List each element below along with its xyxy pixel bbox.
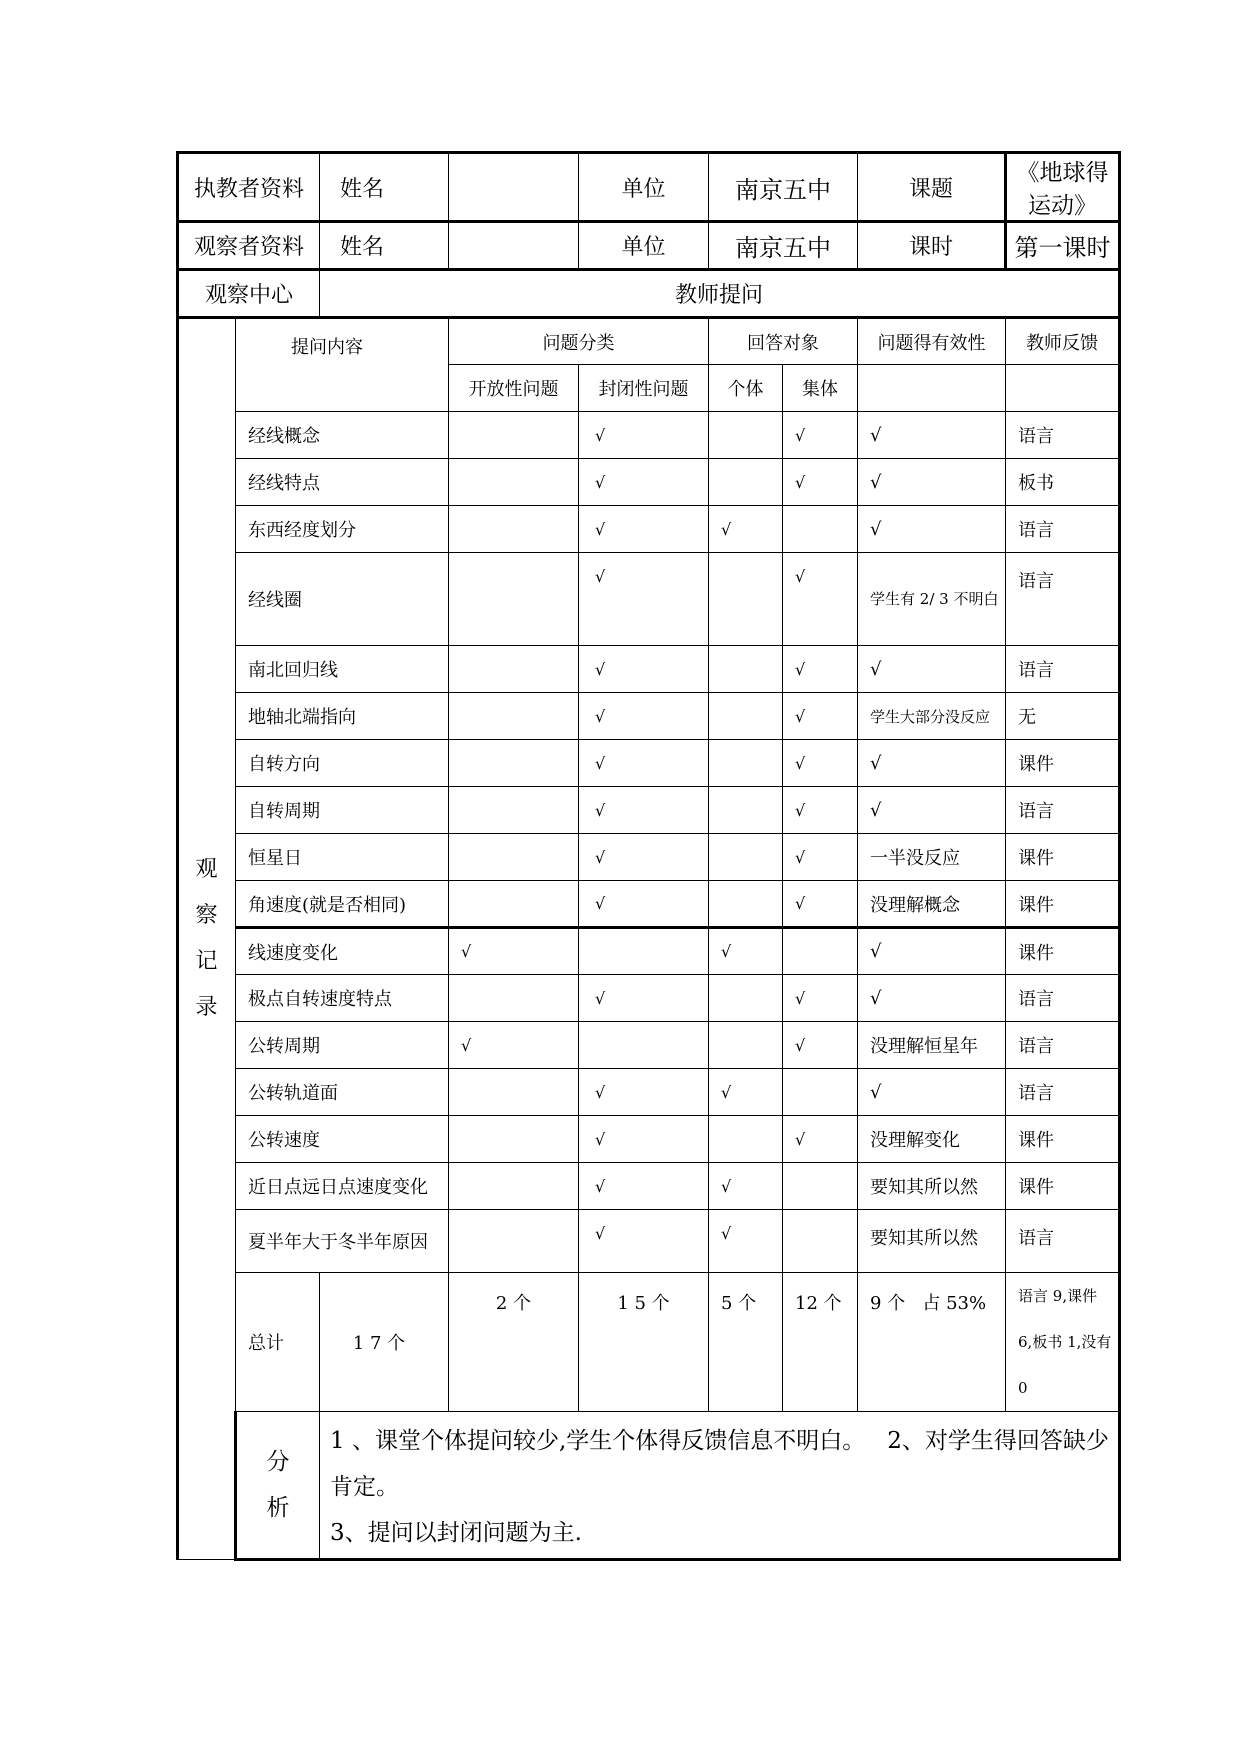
row-feedback: 语言 [1006, 787, 1120, 834]
topic-label: 课题 [858, 153, 1006, 222]
row-open [449, 506, 579, 553]
record-side-char: 察 [195, 903, 218, 928]
row-content: 公转速度 [236, 1116, 449, 1163]
row-content: 公转周期 [236, 1022, 449, 1069]
row-individual [709, 553, 783, 646]
row-closed: √ [579, 975, 709, 1022]
table-row [178, 928, 1120, 975]
analysis-row [178, 1412, 1120, 1560]
row-closed: √ [579, 1116, 709, 1163]
row-individual: √ [709, 1163, 783, 1210]
row-effectiveness: √ [858, 459, 1006, 506]
row-group [783, 1163, 858, 1210]
row-content: 线速度变化 [236, 928, 449, 975]
total-row [178, 1273, 1120, 1412]
row-open [449, 787, 579, 834]
row-effectiveness: √ [858, 975, 1006, 1022]
row-individual: √ [709, 1069, 783, 1116]
table-row [178, 787, 1120, 834]
analysis-label [236, 1412, 320, 1560]
topic-value: 《地球得运动》 [1006, 153, 1120, 222]
total-effectiveness: 9 个 占 53% [858, 1273, 1006, 1412]
row-individual [709, 693, 783, 740]
row-individual [709, 646, 783, 693]
row-individual [709, 787, 783, 834]
row-group [783, 1069, 858, 1116]
col-content-header [236, 318, 449, 412]
row-closed [579, 1022, 709, 1069]
col-feedback-sub [1006, 365, 1120, 412]
row-content: 极点自转速度特点 [236, 975, 449, 1022]
row-effectiveness: √ [858, 506, 1006, 553]
row-content: 经线圈 [236, 553, 449, 646]
row-content: 南北回归线 [236, 646, 449, 693]
focus-label: 观察中心 [178, 270, 320, 318]
row-feedback: 课件 [1006, 1116, 1120, 1163]
row-group: √ [783, 740, 858, 787]
record-side-label [178, 318, 236, 1560]
row-group [783, 506, 858, 553]
row-open [449, 553, 579, 646]
row-closed: √ [579, 834, 709, 881]
row-individual [709, 975, 783, 1022]
col-effectiveness-header: 问题得有效性 [858, 318, 1006, 365]
row-closed: √ [579, 787, 709, 834]
table-row [178, 975, 1120, 1022]
teacher-unit-label: 单位 [579, 153, 709, 222]
row-feedback: 语言 [1006, 1069, 1120, 1116]
table-row [178, 1069, 1120, 1116]
row-open [449, 740, 579, 787]
row-content: 公转轨道面 [236, 1069, 449, 1116]
total-label: 总计 [236, 1273, 320, 1412]
row-closed: √ [579, 1069, 709, 1116]
table-row [178, 1210, 1120, 1273]
row-open [449, 693, 579, 740]
record-side-char: 记 [195, 949, 218, 974]
row-group: √ [783, 459, 858, 506]
row-effectiveness: √ [858, 740, 1006, 787]
table-row [178, 459, 1120, 506]
row-open [449, 1163, 579, 1210]
row-group: √ [783, 1022, 858, 1069]
row-group: √ [783, 834, 858, 881]
row-open: √ [449, 1022, 579, 1069]
row-open [449, 1116, 579, 1163]
record-side-char: 录 [195, 995, 218, 1020]
row-feedback: 课件 [1006, 1163, 1120, 1210]
row-individual [709, 1022, 783, 1069]
row-feedback: 语言 [1006, 412, 1120, 459]
row-group: √ [783, 1116, 858, 1163]
row-open [449, 975, 579, 1022]
col-group-header: 集体 [783, 365, 858, 412]
table-row [178, 693, 1120, 740]
row-content: 自转方向 [236, 740, 449, 787]
observer-name-label: 姓名 [320, 222, 449, 270]
row-closed: √ [579, 693, 709, 740]
row-feedback: 课件 [1006, 834, 1120, 881]
col-closed-header: 封闭性问题 [579, 365, 709, 412]
row-effectiveness: 学生有 2/ 3 不明白 [858, 553, 1006, 646]
teacher-unit-value: 南京五中 [709, 153, 858, 222]
row-effectiveness: √ [858, 787, 1006, 834]
analysis-label-char: 分 [266, 1449, 290, 1475]
row-feedback: 语言 [1006, 506, 1120, 553]
row-open [449, 646, 579, 693]
row-closed: √ [579, 459, 709, 506]
observer-unit-value: 南京五中 [709, 222, 858, 270]
analysis-label-char: 析 [266, 1495, 290, 1521]
row-effectiveness: √ [858, 412, 1006, 459]
row-open [449, 459, 579, 506]
row-closed: √ [579, 740, 709, 787]
teacher-name-label: 姓名 [320, 153, 449, 222]
teacher-info-label: 执教者资料 [178, 153, 320, 222]
row-content: 东西经度划分 [236, 506, 449, 553]
row-effectiveness: 学生大部分没反应 [858, 693, 1006, 740]
total-closed: 1 5 个 [579, 1273, 709, 1412]
row-feedback: 语言 [1006, 1022, 1120, 1069]
row-effectiveness: √ [858, 1069, 1006, 1116]
row-effectiveness: 要知其所以然 [858, 1210, 1006, 1273]
row-closed: √ [579, 412, 709, 459]
table-row [178, 1163, 1120, 1210]
row-content: 近日点远日点速度变化 [236, 1163, 449, 1210]
col-feedback-header: 教师反馈 [1006, 318, 1120, 365]
col-content-label: 提问内容 [291, 337, 363, 358]
row-open [449, 834, 579, 881]
row-individual [709, 881, 783, 928]
row-individual: √ [709, 928, 783, 975]
row-feedback: 语言 [1006, 975, 1120, 1022]
focus-value: 教师提问 [320, 270, 1120, 318]
row-closed: √ [579, 1210, 709, 1273]
row-individual [709, 740, 783, 787]
row-closed: √ [579, 1163, 709, 1210]
row-content: 夏半年大于冬半年原因 [236, 1210, 449, 1273]
row-group: √ [783, 881, 858, 928]
analysis-content [320, 1412, 1120, 1560]
table-row [178, 553, 1120, 646]
period-value: 第一课时 [1006, 222, 1120, 270]
row-feedback: 无 [1006, 693, 1120, 740]
record-side-char: 观 [195, 857, 218, 882]
row-content: 自转周期 [236, 787, 449, 834]
total-individual: 5 个 [709, 1273, 783, 1412]
table-row [178, 834, 1120, 881]
row-individual [709, 412, 783, 459]
row-group: √ [783, 975, 858, 1022]
row-content: 经线特点 [236, 459, 449, 506]
row-group [783, 1210, 858, 1273]
total-feedback: 语言 9,课件 6,板书 1,没有 0 [1006, 1273, 1120, 1412]
total-count: 1 7 个 [320, 1273, 449, 1412]
row-individual [709, 1116, 783, 1163]
row-effectiveness: 要知其所以然 [858, 1163, 1006, 1210]
row-open [449, 1210, 579, 1273]
row-effectiveness: √ [858, 928, 1006, 975]
row-individual [709, 459, 783, 506]
col-effectiveness-sub [858, 365, 1006, 412]
row-effectiveness: 没理解变化 [858, 1116, 1006, 1163]
row-content: 角速度(就是否相同) [236, 881, 449, 928]
observation-table [176, 151, 1121, 1561]
row-content: 地轴北端指向 [236, 693, 449, 740]
row-open: √ [449, 928, 579, 975]
col-category-header: 问题分类 [449, 318, 709, 365]
teacher-name-value [449, 153, 579, 222]
period-label: 课时 [858, 222, 1006, 270]
analysis-line: 1 、课堂个体提问较少,学生个体得反馈信息不明白。 2、对学生得回答缺少肯定。 [330, 1428, 1109, 1500]
row-group: √ [783, 787, 858, 834]
col-individual-header: 个体 [709, 365, 783, 412]
row-feedback: 语言 [1006, 1210, 1120, 1273]
row-feedback: 课件 [1006, 881, 1120, 928]
row-group [783, 928, 858, 975]
row-effectiveness: 没理解恒星年 [858, 1022, 1006, 1069]
row-feedback: 课件 [1006, 740, 1120, 787]
row-feedback: 语言 [1006, 553, 1120, 646]
observer-info-label: 观察者资料 [178, 222, 320, 270]
analysis-line: 3、提问以封闭问题为主. [330, 1520, 582, 1546]
row-individual: √ [709, 1210, 783, 1273]
row-open [449, 881, 579, 928]
row-content: 恒星日 [236, 834, 449, 881]
row-individual [709, 834, 783, 881]
table-row [178, 740, 1120, 787]
row-closed [579, 928, 709, 975]
row-group: √ [783, 553, 858, 646]
table-row [178, 646, 1120, 693]
row-closed: √ [579, 881, 709, 928]
row-closed: √ [579, 553, 709, 646]
table-row [178, 412, 1120, 459]
observer-unit-label: 单位 [579, 222, 709, 270]
row-feedback: 语言 [1006, 646, 1120, 693]
total-group: 12 个 [783, 1273, 858, 1412]
row-individual: √ [709, 506, 783, 553]
table-row [178, 1022, 1120, 1069]
row-closed: √ [579, 506, 709, 553]
row-closed: √ [579, 646, 709, 693]
row-open [449, 412, 579, 459]
row-group: √ [783, 693, 858, 740]
table-row [178, 881, 1120, 928]
row-feedback: 课件 [1006, 928, 1120, 975]
table-row [178, 1116, 1120, 1163]
row-effectiveness: 没理解概念 [858, 881, 1006, 928]
row-effectiveness: √ [858, 646, 1006, 693]
row-group: √ [783, 412, 858, 459]
row-effectiveness: 一半没反应 [858, 834, 1006, 881]
col-open-header: 开放性问题 [449, 365, 579, 412]
table-row [178, 506, 1120, 553]
row-open [449, 1069, 579, 1116]
row-group: √ [783, 646, 858, 693]
col-target-header: 回答对象 [709, 318, 858, 365]
row-feedback: 板书 [1006, 459, 1120, 506]
observer-name-value [449, 222, 579, 270]
row-content: 经线概念 [236, 412, 449, 459]
total-open: 2 个 [449, 1273, 579, 1412]
